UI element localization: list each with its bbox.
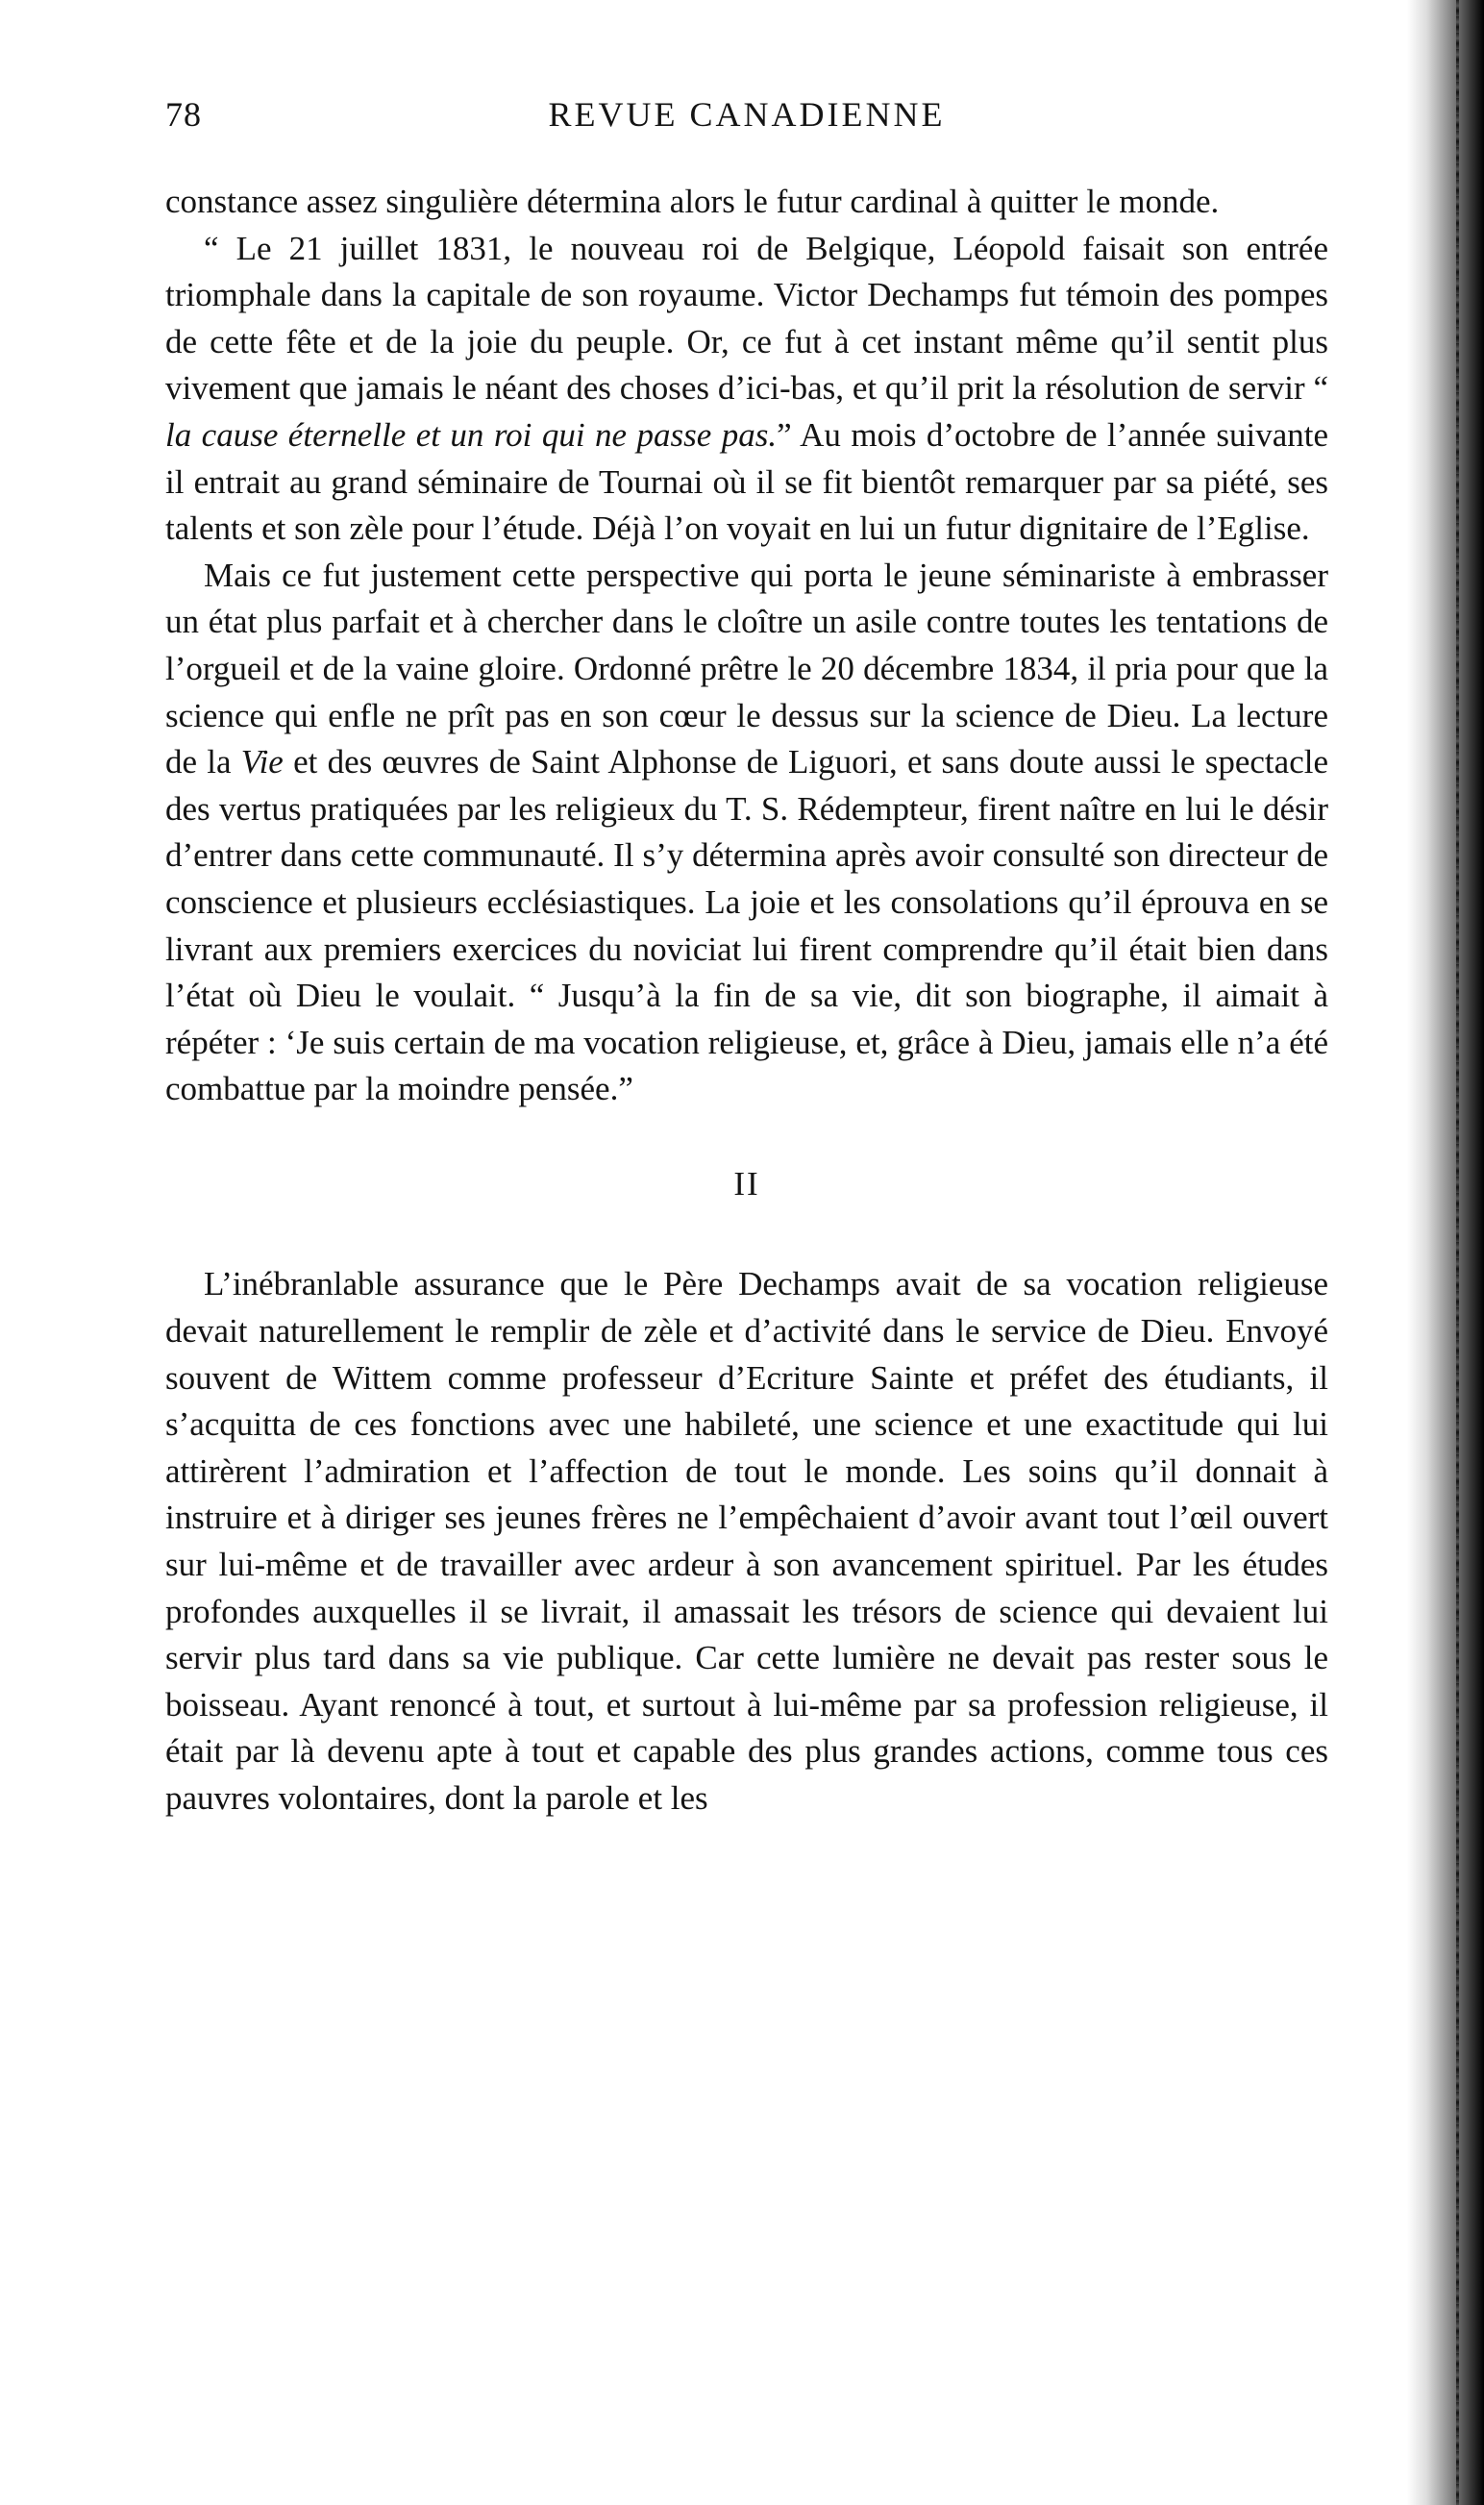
paragraph-1: constance assez singulière détermina alors le futur cardinal à quitter le monde.	[165, 183, 1220, 220]
page-header	[165, 94, 1328, 152]
paragraph-4: L’inébranlable assurance que le Père Dechamps avait de sa vocation religieuse devait naturellement le remplir de zèle et d’activité dans le service de Dieu. Envoyé souvent de Wittem comme professeur d’Ecriture Sainte et préfet des étudiants, il s’acquitta de ces fonctions avec une habileté, une science et une exactitude qui lui attirèrent l’admiration et l’affection de tout le monde. Les soins qu’il donnait à instruire et à diriger ses jeunes frères ne l’empêchaient d’avoir avant tout l’œil ouvert sur lui-même et de travailler avec ardeur à son avancement spirituel. Par les études profondes auxquelles il se livrait, il amassait les trésors de science qui devaient lui servir plus tard dans sa vie publique. Car cette lumière ne devait pas rester sous le boisseau. Ayant renoncé à tout, et surtout à lui-même par sa profession religieuse, il était par là devenu apte à tout et capable des plus grandes actions, comme tous ces pauvres volontaires, dont la parole et les	[165, 1265, 1328, 1817]
page-binding-edge	[1407, 0, 1484, 2505]
paragraph-3-text-start: Mais ce fut justement cette perspective qui porta le jeune séminariste à embrasser un état plus parfait et à chercher dans le cloître un asile contre toutes les tentations de l’orgueil et de la vaine gloire. Ordonné prêtre le 20 décembre 1834, il pria pour que la science qui enfle ne prît pas en son cœur le dessus sur la science de Dieu. La lecture de la	[165, 556, 1328, 781]
page-number: 78	[165, 95, 202, 134]
paragraph-2-text-start: “ Le 21 juillet 1831, le nouveau roi de Belgique, Léopold faisait son entrée triomphale dans la capitale de son royaume. Victor Dechamps fut témoin des pompes de cette fête et de la joie du peuple. Or, ce fut à cet instant même qu’il sentit plus vivement que jamais le néant des choses d’ici-bas, et qu’il prit la résolution de servir “	[165, 229, 1328, 408]
body-text	[165, 179, 1328, 1823]
paragraph-2	[165, 226, 1328, 553]
running-title: REVUE CANADIENNE	[548, 95, 946, 134]
binding-shadow-line	[1456, 0, 1459, 2505]
paragraph-3	[165, 553, 1328, 1113]
paragraph-3-text-end: et des œuvres de Saint Alphonse de Liguori, et sans doute aussi le spectacle des vertus pratiquées par les religieux du T. S. Rédempteur, firent naître en lui le désir d’entrer dans cette communauté. Il s’y détermina après avoir consulté son directeur de conscience et plusieurs ecclésiastiques. La joie et les consolations qu’il éprouva en se livrant aux premiers exercices du noviciat lui firent comprendre qu’il était bien dans l’état où Dieu le voulait. “ Jusqu’à la fin de sa vie, dit son biographe, il aimait à répéter : ‘Je suis certain de ma vocation religieuse, et, grâce à Dieu, jamais elle n’a été combattue par la moindre pensée.”	[165, 743, 1328, 1108]
paragraph-3-italic-title: Vie	[240, 743, 284, 781]
section-heading: II	[733, 1164, 760, 1203]
paragraph-2-text-end: ” Au mois d’octobre de l’année suivante il entrait au grand séminaire de Tournai où il se fit bientôt remarquer par sa piété, ses talents et son zèle pour l’étude. Déjà l’on voyait en lui un futur dignitaire de l’Eglise.	[165, 415, 1328, 548]
paragraph-2-italic-quote: la cause éternelle et un roi qui ne passe pas.	[165, 415, 778, 454]
